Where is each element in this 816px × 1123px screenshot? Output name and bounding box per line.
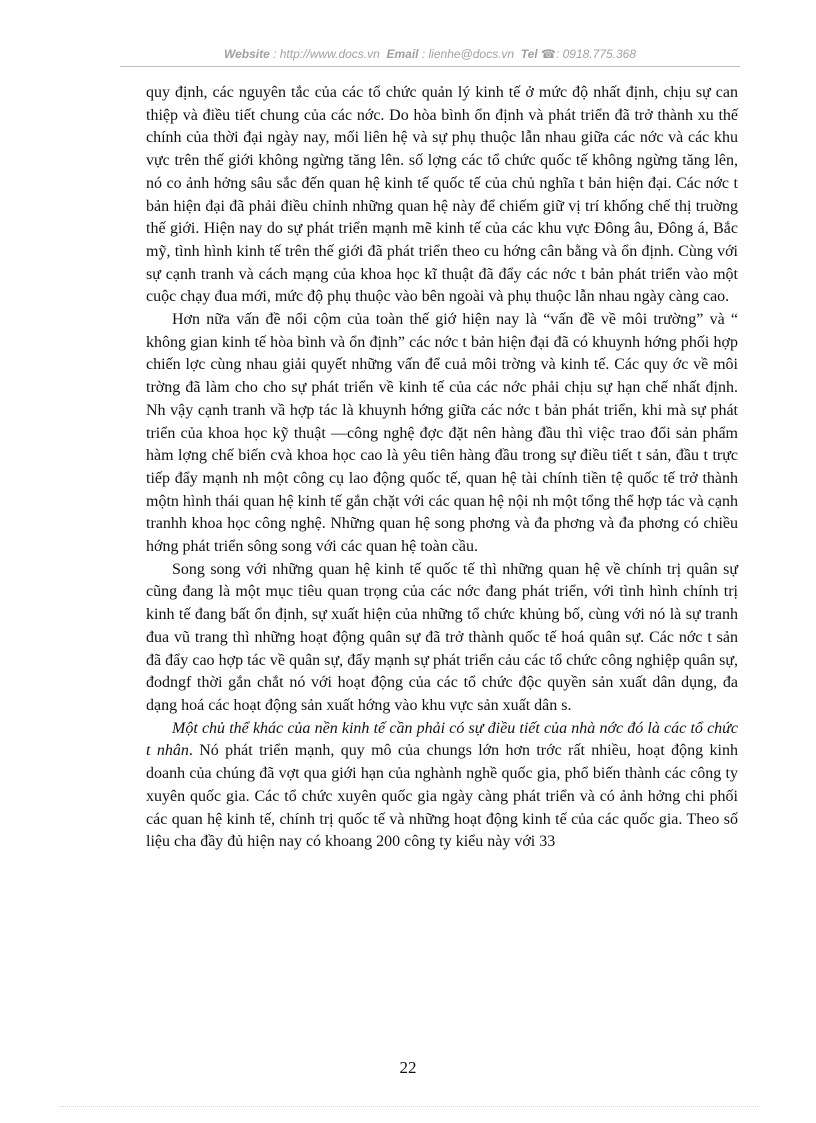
email-address[interactable]: : lienhe@docs.vn (421, 47, 515, 61)
header-divider (120, 66, 740, 67)
paragraph-4-text: . Nó phát triển mạnh, quy mô của chungs lớn hơn trớc rất nhiều, hoạt động kinh doanh của chúng đã vợt qua giới hạn của nghành nghề quốc gia, phổ biến thành các công ty xuyên quốc gia. Các tổ chức xuyên quốc gia ngày càng phát triển và có ảnh hởng chi phối các quan hệ kinh tế, chính trị quốc tế và những hoạt động kinh tế của các quốc gia. Theo số liệu cha đầy đủ hiện nay có khoang 200 công ty kiểu này với 33 (146, 742, 738, 851)
email-label: Email (386, 47, 419, 61)
page-number: 22 (399, 1058, 417, 1077)
footer-divider (60, 1106, 760, 1107)
tel-number: : 0918.775.368 (555, 47, 637, 61)
website-label: Website (223, 47, 270, 61)
paragraph-1: quy định, các nguyên tắc của các tổ chức quản lý kinh tế ở mức độ nhất định, chịu sự can thiệp và điều tiết chung của các nớc. Do hòa bình ổn định và phát triển đã trở thành xu thế chính của thời đại ngày nay, mối liên hệ và sự phụ thuộc lẫn nhau giữa các nớc và các khu vực trên thế giới không ngừng tăng lên. số lợng các tổ chức quốc tế không ngừng tăng lên, nó co ảnh hởng sâu sắc đến quan hệ kinh tế quốc tế của chủ nghĩa t bản hiện đại. Các nớc t bản hiện đại đã phải điều chỉnh những quan hệ này để chiếm giữ vị trí khống chế thị truờng thế giới. Hiện nay do sự phát triển mạnh mẽ kinh tế của các khu vực Đông âu, Đông á, Bắc mỹ, tình hình kinh tế trên thế giới đã phát triển theo cu hớng cân bằng và ổn định. Cùng với sự cạnh tranh và cách mạng của khoa học kĩ thuật đã đẩy các nớc t bản phát triển vào một cuộc chạy đua mới, mức độ phụ thuộc vào bên ngoài và phụ thuộc lẫn nhau ngày càng cao. (146, 84, 738, 306)
phone-icon: ☎ (541, 47, 556, 61)
page-header (120, 47, 740, 61)
tel-label: Tel (520, 47, 538, 61)
paragraph-2: Hơn nữa vấn đề nổi cộm của toàn thế giớ hiện nay là “vấn đề về môi trường” và “ không gian kinh tế hòa bình và ổn định” các nớc t bản hiện đại đã có khuynh hớng phối hợp chiến lợc cùng nhau giải quyết những vấn để cuả môi trờng và kinh tế. Các quy ớc về môi trờng đã làm cho cho sự phát triển về kinh tế của các nớc phải chịu sự hạn chế nhất định. Nh vậy cạnh tranh vầ hợp tác là khuynh hớng giữa các nớc t bản phát triển, khi mà sự phát triển của khoa học kỹ thuật —công nghệ đợc đặt nên hàng đầu thì việc trao đổi sản phẩm hàm lợng chế biến cvà khoa học cao là yêu tiên hàng đầu trong sự điều tiết t sản, đầu t trực tiếp đẩy mạnh nh một công cụ lao động quốc tế, quan hệ tài chính tiền tệ quốc tế trở thành mộtn hình thái quan hệ kinh tế gắn chặt với các quan hệ nội nh một tổng thể hợp tác và cạnh tranhh khoa học công nghệ. Những quan hệ song phơng và đa phơng và đa phơng có chiều hớng phát triển sông song với các quan hệ toàn cầu. (146, 311, 738, 556)
document-body (146, 82, 738, 854)
paragraph-3: Song song với những quan hệ kinh tế quốc tế thì những quan hệ về chính trị quân sự cũng đang là một mục tiêu quan trọng của các nớc đang phát triển, với tình hình chính trị kinh tế đang bất ổn định, sự xuất hiện của những tổ chức khủng bố, cùng với nó là sự tranh đua vũ trang thì những hoạt động quân sự đã trở thành quốc tế hoá quân sự. Các nớc t sản đã đẩy cao hợp tác về quân sự, đẩy mạnh sự phát triển cảu các tổ chức công nghiệp quân sự, đodngf thời gắn chắt nó với hoạt động của các tổ chức độc quyền sản xuất dân dụng, đa dạng hoá các hoạt động sản xuất hớng vào khu vực sản xuất dân s. (146, 560, 738, 714)
website-url[interactable]: : http://www.docs.vn (273, 47, 380, 61)
paragraph-4-italic-lead: Một chủ thể khác của nền kinh tế cần phải có sự điều tiết của nhà nớc đó là các tổ chức t nhân (146, 719, 738, 760)
paragraph-4 (146, 718, 738, 854)
